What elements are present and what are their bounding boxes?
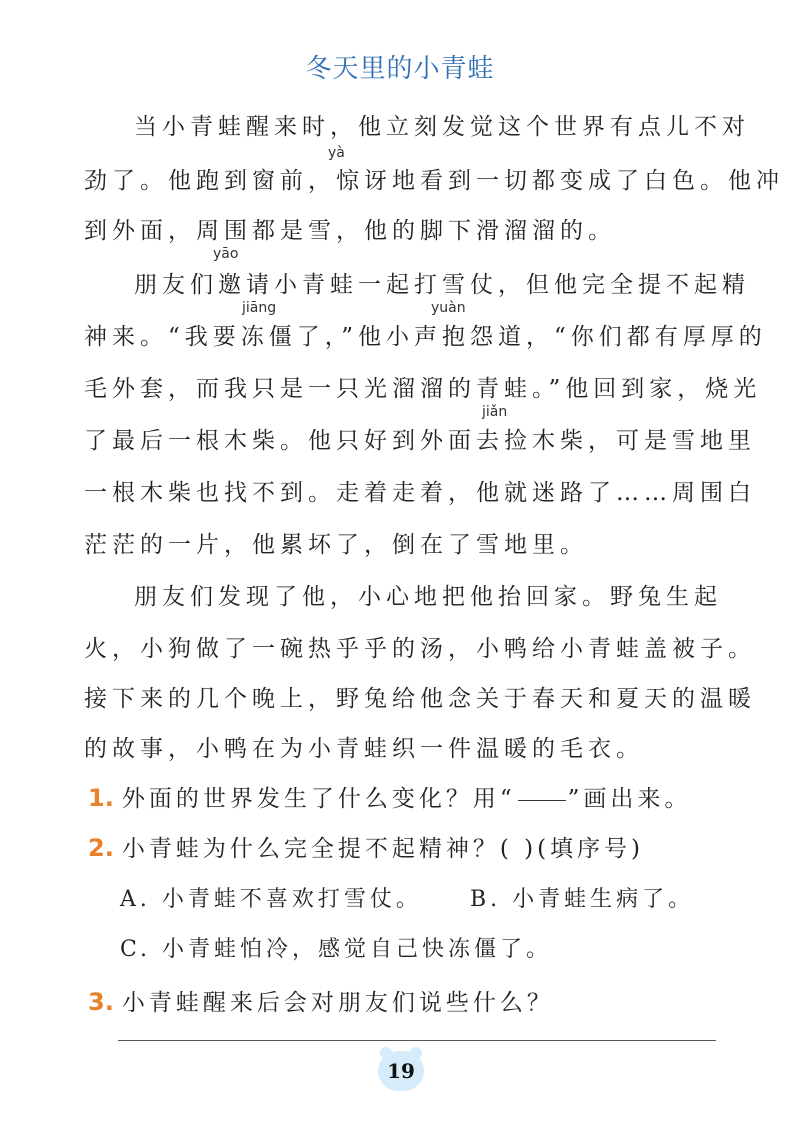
page-number-badge xyxy=(378,1051,424,1091)
footer-divider xyxy=(118,1040,716,1041)
pinyin-jian: jiǎn xyxy=(482,404,508,420)
question-text: 外面的世界发生了什么变化？用“ xyxy=(121,786,516,812)
pinyin-yao: yāo xyxy=(213,246,239,262)
story-line: 接下来的几个晚上，野兔给他念关于春天和夏天的温暖 xyxy=(84,686,756,712)
story-line: 的故事，小鸭在为小青蛙织一件温暖的毛衣。 xyxy=(84,736,644,762)
option-a: A. 小青蛙不喜欢打雪仗。 xyxy=(120,887,422,912)
story-line: 到外面，周围都是雪，他的脚下滑溜溜的。 xyxy=(84,218,616,244)
pinyin-ya: yà xyxy=(328,145,345,161)
answer-blank[interactable] xyxy=(518,799,566,801)
option-b: B. 小青蛙生病了。 xyxy=(470,887,695,912)
question-text: 小青蛙醒来后会对朋友们说些什么？ xyxy=(121,990,554,1016)
question-number: 1. xyxy=(88,784,114,812)
story-line: 神来。“我要冻僵了，”他小声抱怨道，“你们都有厚厚的 xyxy=(84,324,767,350)
story-line: 朋友们发现了他，小心地把他抬回家。野兔生起 xyxy=(134,584,722,610)
question-1 xyxy=(88,780,728,813)
story-line: 茫茫的一片，他累坏了，倒在了雪地里。 xyxy=(84,532,588,558)
badge-right-ear xyxy=(410,1047,422,1059)
story-line: 朋友们邀请小青蛙一起打雪仗，但他完全提不起精 xyxy=(134,272,750,298)
pinyin-jiang: jiāng xyxy=(242,300,277,316)
story-line: 一根木柴也找不到。走着走着，他就迷路了……周围白 xyxy=(84,480,756,506)
question-text: ”画出来。 xyxy=(567,786,692,812)
badge-left-ear xyxy=(380,1047,392,1059)
option-c: C. 小青蛙怕冷，感觉自己快冻僵了。 xyxy=(120,937,553,962)
story-line: 毛外套，而我只是一只光溜溜的青蛙。”他回到家，烧光 xyxy=(84,376,762,402)
pinyin-yuan: yuàn xyxy=(431,300,466,316)
story-line: 当小青蛙醒来时，他立刻发觉这个世界有点儿不对 xyxy=(134,114,750,140)
question-2 xyxy=(88,830,728,863)
question-text: 小青蛙为什么完全提不起精神？( )(填序号) xyxy=(121,836,645,862)
question-number: 2. xyxy=(88,834,114,862)
question-3 xyxy=(88,984,728,1017)
page-title: 冬天里的小青蛙 xyxy=(305,54,495,84)
story-line: 劲了。他跑到窗前，惊讶地看到一切都变成了白色。他冲 xyxy=(84,168,784,194)
story-line: 了最后一根木柴。他只好到外面去捡木柴，可是雪地里 xyxy=(84,428,756,454)
question-number: 3. xyxy=(88,988,114,1016)
page-number: 19 xyxy=(387,1059,415,1083)
story-line: 火，小狗做了一碗热乎乎的汤，小鸭给小青蛙盖被子。 xyxy=(84,636,756,662)
